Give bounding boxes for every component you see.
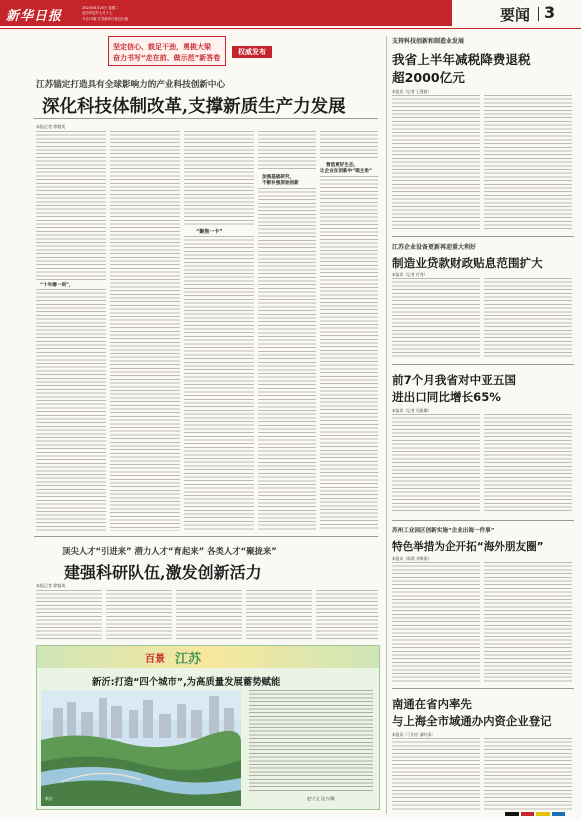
feature-city-photo bbox=[41, 690, 241, 806]
r1-kicker: 支持科技创新和制造业发展 bbox=[392, 38, 465, 45]
r4-col-2 bbox=[484, 562, 572, 682]
section-divider bbox=[538, 7, 539, 21]
r2-kicker: 江苏企业设备更新再迎重大利好 bbox=[392, 244, 477, 251]
r3-byline: 本报讯（记者 吴雅顺） bbox=[392, 408, 432, 413]
slogan-banner bbox=[108, 36, 226, 66]
r5-headline-1: 南通在省内率先 bbox=[392, 697, 472, 711]
r4-col-1 bbox=[392, 562, 480, 682]
masthead-date: 2024年8月20日 星期二 bbox=[82, 6, 119, 10]
lead-col-3b bbox=[184, 236, 254, 531]
feature-headline: 新沂:打造“四个城市”,为高质量发展蓄势赋能 bbox=[92, 677, 281, 688]
feature-header-band bbox=[37, 646, 379, 668]
r3-col-1 bbox=[392, 414, 480, 514]
r1-byline: 本报讯（记者 王建超） bbox=[392, 89, 432, 94]
lead-col-5 bbox=[320, 131, 378, 159]
feature-column-tag: 百景 bbox=[145, 654, 165, 665]
r2-col-2 bbox=[484, 278, 572, 358]
talent-kicker: 顶尖人才“引进来” 潜力人才“育起来” 各类人才“聚拢来” bbox=[62, 546, 277, 556]
color-registration-bar bbox=[505, 812, 565, 816]
talent-col-2 bbox=[106, 590, 172, 640]
feature-caption-credit: 赵宁文 沈方/摄 bbox=[307, 796, 335, 801]
talent-headline: 建强科研队伍,激发创新活力 bbox=[64, 563, 262, 582]
r4-byline: 本报讯（陈霞 刘海燕） bbox=[392, 556, 432, 561]
masthead-rule bbox=[0, 28, 581, 29]
masthead-lunar: 农历甲辰年七月十七 bbox=[82, 11, 113, 15]
column-divider bbox=[386, 36, 387, 814]
r4-rule bbox=[392, 688, 574, 689]
r1-col-2 bbox=[484, 95, 572, 230]
r1-headline-1: 我省上半年减税降费退税 bbox=[392, 52, 531, 67]
r4-headline: 特色举措为企开拓“海外朋友圈” bbox=[392, 541, 544, 553]
slogan-line-1: 坚定信心、鼓足干劲，勇挑大梁 bbox=[113, 43, 211, 51]
lead-subhead-1: “十年磨一剑”， bbox=[40, 283, 74, 288]
lead-headline: 深化科技体制改革,支撑新质生产力发展 bbox=[42, 97, 346, 117]
r5-col-2 bbox=[484, 738, 572, 812]
talent-col-5 bbox=[316, 590, 378, 640]
lead-quote-1: “聚焦一卡” bbox=[196, 229, 223, 235]
lead-col-5b bbox=[320, 176, 378, 531]
r2-byline: 本报讯（记者 付秀） bbox=[392, 272, 428, 277]
r5-col-1 bbox=[392, 738, 480, 812]
r2-col-1 bbox=[392, 278, 480, 358]
r3-headline-1: 前7个月我省对中亚五国 bbox=[392, 373, 517, 387]
r3-col-2 bbox=[484, 414, 572, 514]
slogan-line-2: 奋力书写“走在前、做示范”新答卷 bbox=[113, 54, 221, 62]
lead-top-rule bbox=[34, 118, 378, 119]
lead-subhead-2b: 不断补强原始创新 bbox=[262, 181, 299, 186]
page-number: 3 bbox=[544, 3, 556, 22]
r5-byline: 本报讯（丁伯宗 潘叶清） bbox=[392, 732, 435, 737]
r1-headline-2: 超2000亿元 bbox=[392, 70, 465, 85]
r2-headline: 制造业贷款财政贴息范围扩大 bbox=[392, 256, 543, 270]
r2-rule bbox=[392, 364, 574, 365]
lead-col-1 bbox=[36, 131, 106, 281]
talent-col-1 bbox=[36, 590, 102, 640]
talent-byline: 本报记者 徐超英 bbox=[36, 583, 66, 588]
lead-kicker: 江苏锚定打造具有全球影响力的产业科技创新中心 bbox=[36, 80, 226, 90]
masthead-edition: 今日12版 江苏新华日报社出版 bbox=[82, 17, 129, 21]
feature-text bbox=[249, 690, 373, 792]
lead-col-4b bbox=[258, 188, 316, 531]
talent-col-4 bbox=[246, 590, 312, 640]
r5-headline-2: 与上海全市域通办内资企业登记 bbox=[392, 714, 552, 728]
r1-col-1 bbox=[392, 95, 480, 230]
newspaper-logo: 新华日报 bbox=[6, 9, 63, 24]
r3-rule bbox=[392, 520, 574, 521]
talent-col-3 bbox=[176, 590, 242, 640]
lead-subhead-3: 营造更好生态， bbox=[326, 163, 359, 168]
r4-kicker: 苏州工业园区创新实施“企业出海一件事” bbox=[392, 528, 495, 534]
r1-rule bbox=[392, 236, 574, 237]
lead-subhead-2: 加强基础研究， bbox=[262, 175, 295, 180]
lead-col-3 bbox=[184, 131, 254, 226]
lead-col-1b bbox=[36, 289, 106, 531]
feature-column-label: 江苏 bbox=[175, 652, 202, 667]
section-label: 要闻 bbox=[500, 6, 531, 24]
feature-box bbox=[36, 645, 380, 810]
lead-col-2 bbox=[110, 131, 180, 531]
lead-bottom-rule bbox=[34, 536, 378, 537]
r3-headline-2: 进出口同比增长65% bbox=[392, 390, 501, 404]
lead-byline: 本报记者 徐超英 bbox=[36, 124, 66, 129]
feature-photo-credit: 新沂 bbox=[45, 796, 53, 801]
lead-subhead-3b: 让企业在创新中“唱主角” bbox=[320, 169, 372, 174]
authoritative-tag: 权威发布 bbox=[232, 46, 272, 58]
lead-col-4 bbox=[258, 131, 316, 171]
masthead-bar bbox=[0, 0, 452, 26]
